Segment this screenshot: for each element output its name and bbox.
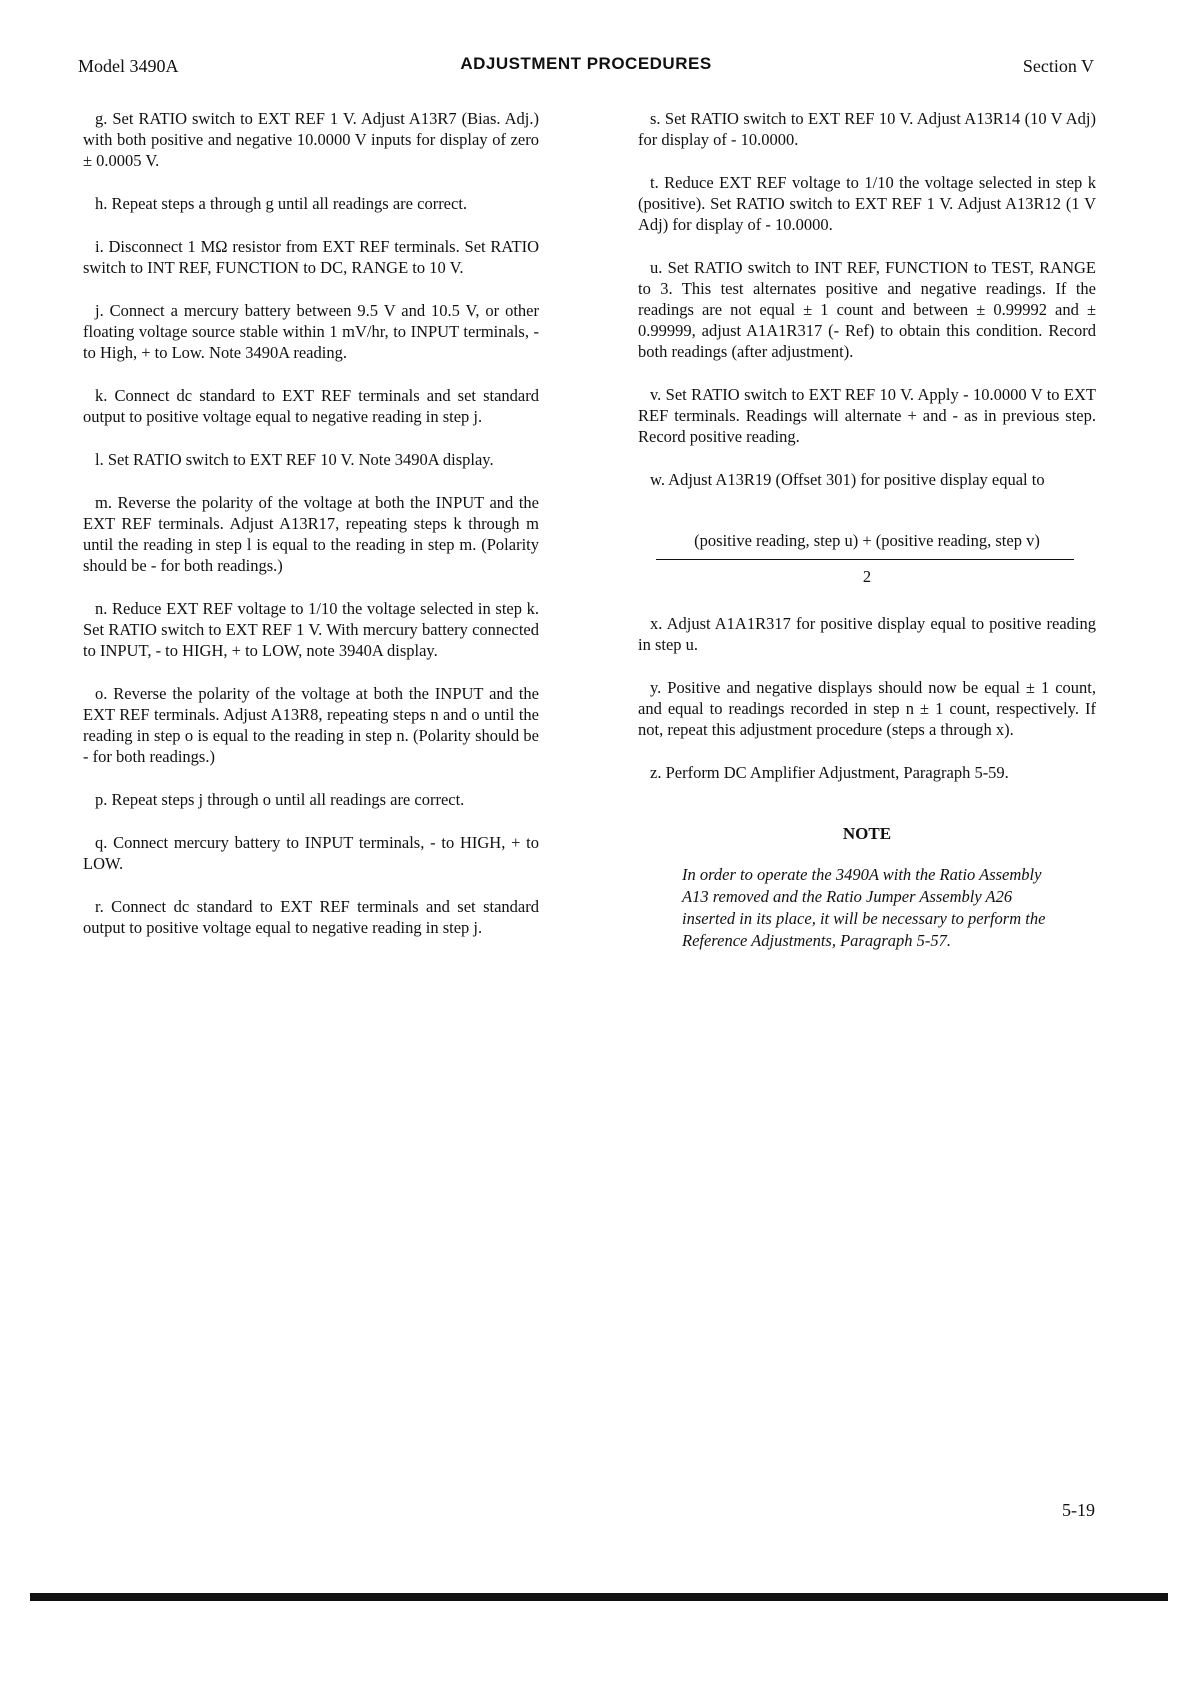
- step-v: v. Set RATIO switch to EXT REF 10 V. Apply - 10.0000 V to EXT REF terminals. Readings will alternate + and - as in previous step. Record positive reading.: [638, 385, 1096, 446]
- page-title: ADJUSTMENT PROCEDURES: [460, 54, 712, 73]
- note-text: In order to operate the 3490A with the Ratio Assembly A13 removed and the Ratio Jumper Assembly A26 inserted in its place, it will be necessary to perform the Reference Adjustments, Paragraph 5-57.: [682, 865, 1046, 950]
- step-m: m. Reverse the polarity of the voltage at both the INPUT and the EXT REF terminals. Adjust A13R17, repeating steps k through m until the reading in step l is equal to the reading in step m. (Polarity should be - for both readings.): [83, 493, 539, 575]
- step-i: i. Disconnect 1 MΩ resistor from EXT REF terminals. Set RATIO switch to INT REF, FUNCTION to DC, RANGE to 10 V.: [83, 237, 539, 277]
- step-x: x. Adjust A1A1R317 for positive display equal to positive reading in step u.: [638, 614, 1096, 654]
- step-p: p. Repeat steps j through o until all readings are correct.: [95, 790, 465, 809]
- offset-formula: [638, 530, 1096, 587]
- formula-denominator: 2: [862, 567, 872, 586]
- formula-numerator: (positive reading, step u) + (positive reading, step v): [694, 531, 1040, 550]
- section-label: Section V: [1022, 56, 1094, 76]
- step-g: g. Set RATIO switch to EXT REF 1 V. Adjust A13R7 (Bias. Adj.) with both positive and negative 10.0000 V inputs for display of zero ± 0.0005 V.: [83, 109, 539, 170]
- step-n: n. Reduce EXT REF voltage to 1/10 the voltage selected in step k. Set RATIO switch to EXT REF 1 V. With mercury battery connected to INPUT, - to HIGH, + to LOW, note 3940A display.: [83, 599, 539, 660]
- page-header: [78, 54, 1094, 78]
- left-column: [83, 108, 539, 960]
- step-l: l. Set RATIO switch to EXT REF 10 V. Note 3490A display.: [95, 450, 494, 469]
- step-s: s. Set RATIO switch to EXT REF 10 V. Adjust A13R14 (10 V Adj) for display of - 10.0000.: [638, 109, 1096, 149]
- step-o: o. Reverse the polarity of the voltage at both the INPUT and the EXT REF terminals. Adjust A13R8, repeating steps n and o until the reading in step o is equal to the reading in step n. (Polarity should be - for both readings.): [83, 684, 539, 766]
- right-column: [638, 108, 1096, 952]
- step-u: u. Set RATIO switch to INT REF, FUNCTION to TEST, RANGE to 3. This test alternates positive and negative readings. If the readings are not equal ± 1 count and between ± 0.99992 and ± 0.99999, adjust A1A1R317 (- Ref) to obtain this condition. Record both readings (after adjustment).: [638, 258, 1096, 361]
- model-label: Model 3490A: [78, 56, 179, 76]
- step-h: h. Repeat steps a through g until all readings are correct.: [95, 194, 468, 213]
- step-r: r. Connect dc standard to EXT REF terminals and set standard output to positive voltage equal to negative reading in step j.: [83, 897, 539, 937]
- step-q: q. Connect mercury battery to INPUT terminals, - to HIGH, + to LOW.: [83, 833, 539, 873]
- page-number: 5-19: [1062, 1500, 1095, 1520]
- step-k: k. Connect dc standard to EXT REF terminals and set standard output to positive voltage equal to negative reading in step j.: [83, 386, 539, 426]
- step-z: z. Perform DC Amplifier Adjustment, Paragraph 5-59.: [650, 763, 1009, 782]
- step-t: t. Reduce EXT REF voltage to 1/10 the voltage selected in step k (positive). Set RATIO switch to EXT REF 1 V. Adjust A13R12 (1 V Adj) for display of - 10.0000.: [638, 173, 1096, 234]
- step-y: y. Positive and negative displays should now be equal ± 1 count, and equal to readings recorded in step n ± 1 count, respectively. If not, repeat this adjustment procedure (steps a through x).: [638, 678, 1096, 739]
- step-j: j. Connect a mercury battery between 9.5 V and 10.5 V, or other floating voltage source stable within 1 mV/hr, to INPUT terminals, - to High, + to Low. Note 3490A reading.: [83, 301, 539, 362]
- note-title: NOTE: [842, 824, 892, 843]
- step-w: w. Adjust A13R19 (Offset 301) for positive display equal to: [650, 470, 1045, 489]
- bottom-rule: [30, 1593, 1168, 1601]
